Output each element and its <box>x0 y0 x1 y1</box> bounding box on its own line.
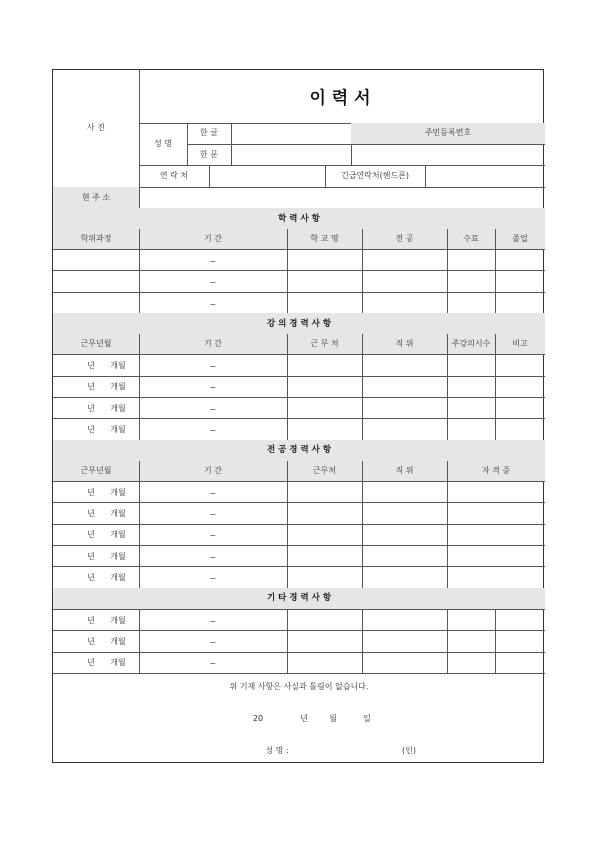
column-divider <box>447 461 448 481</box>
name-hanja-field[interactable] <box>231 144 351 165</box>
column-divider <box>139 481 140 502</box>
lecture-column-2: 근 무 처 <box>310 339 339 349</box>
column-divider <box>139 397 140 418</box>
major-row-4-col-3[interactable] <box>362 566 447 587</box>
major-row-1-col-4[interactable] <box>447 502 545 523</box>
signature-field[interactable] <box>293 741 393 761</box>
other-row-1-months: 개월 <box>110 636 126 646</box>
lecture-row-3-col-3[interactable] <box>362 418 447 439</box>
major-row-0-months: 개월 <box>110 487 126 497</box>
lecture-row-0-months: 개월 <box>110 360 126 370</box>
major-row-4-period: ~ <box>209 574 217 584</box>
other-row-2-divider <box>53 673 545 674</box>
major-column-4: 자 격 증 <box>481 465 511 475</box>
major-row-0-period: ~ <box>209 488 217 498</box>
other-row-2-period: ~ <box>209 659 217 669</box>
major-row-2-years: 년 <box>87 530 95 540</box>
lecture-row-2-col-3[interactable] <box>362 397 447 418</box>
other-row-2-col-4[interactable] <box>447 652 495 673</box>
education-column-1: 기 간 <box>204 234 222 243</box>
major-row-3-period: ~ <box>209 552 217 562</box>
column-divider <box>139 524 140 545</box>
photo-label: 사 진 <box>87 123 105 132</box>
contact-field[interactable] <box>209 165 325 187</box>
other-row-2-years: 년 <box>87 658 95 668</box>
major-column-3: 직 위 <box>395 465 414 475</box>
column-divider <box>447 229 448 249</box>
column-divider <box>139 292 140 313</box>
education-column-5: 졸업 <box>512 234 528 243</box>
hangul-label: 한 글 <box>200 128 218 137</box>
column-divider <box>139 418 140 439</box>
education-row-1-col-4[interactable] <box>447 270 495 291</box>
education-row-2-col-4[interactable] <box>447 292 495 313</box>
column-divider <box>325 165 326 187</box>
lecture-row-2-years: 년 <box>87 403 95 413</box>
lecture-column-4: 주강의시수 <box>451 339 491 349</box>
lecture-row-0-years: 년 <box>87 360 95 370</box>
lecture-row-1-period: ~ <box>209 383 217 393</box>
education-section-title: 학 력 사 항 <box>278 213 320 224</box>
major-row-2-col-3[interactable] <box>362 524 447 545</box>
education-row-2-col-3[interactable] <box>362 292 447 313</box>
lecture-row-0-col-3[interactable] <box>362 354 447 375</box>
major-row-1-col-3[interactable] <box>362 502 447 523</box>
lecture-column-5: 비고 <box>512 339 528 349</box>
education-row-2-col-2[interactable] <box>287 292 362 313</box>
seal-mark: (인) <box>402 746 416 755</box>
education-row-0-degree[interactable] <box>53 249 139 270</box>
emergency-contact-field[interactable] <box>425 165 545 187</box>
column-divider <box>362 229 363 249</box>
education-row-1-degree[interactable] <box>53 270 139 291</box>
photo-divider <box>139 70 140 187</box>
major-row-0-col-2[interactable] <box>287 481 362 502</box>
education-row-1-period: ~ <box>209 278 217 288</box>
lecture-row-1-col-3[interactable] <box>362 376 447 397</box>
major-column-2: 근무처 <box>312 465 337 475</box>
hanja-label: 한 문 <box>200 150 218 159</box>
other-row-1-period: ~ <box>209 637 217 647</box>
lecture-column-3: 직 위 <box>395 339 414 349</box>
education-row-0-col-4[interactable] <box>447 249 495 270</box>
column-divider <box>447 334 448 354</box>
rrn-field[interactable] <box>351 144 545 165</box>
education-column-4: 수료 <box>463 234 479 243</box>
lecture-row-1-col-2[interactable] <box>287 376 362 397</box>
column-divider <box>362 334 363 354</box>
lecture-row-0-col-4[interactable] <box>447 354 495 375</box>
major-row-0-years: 년 <box>87 487 95 497</box>
statement-text: 위 기재 사항은 사실과 틀림이 없습니다. <box>229 682 369 691</box>
lecture-row-3-col-4[interactable] <box>447 418 495 439</box>
education-row-0-col-5[interactable] <box>495 249 545 270</box>
major-column-0: 근무년월 <box>80 465 112 475</box>
major-row-3-years: 년 <box>87 551 95 561</box>
date-day-label: 일 <box>363 714 371 723</box>
date-year-label: 년 <box>300 714 308 723</box>
other-row-0-col-3[interactable] <box>362 609 447 630</box>
column-divider <box>362 461 363 481</box>
other-row-2-col-2[interactable] <box>287 652 362 673</box>
lecture-row-2-period: ~ <box>209 404 217 414</box>
signature-label: 성 명 : <box>265 746 289 755</box>
lecture-section-title: 강 의 경 력 사 항 <box>266 318 332 329</box>
major-row-3-col-3[interactable] <box>362 545 447 566</box>
education-row-1-col-5[interactable] <box>495 270 545 291</box>
major-row-3-months: 개월 <box>110 551 126 561</box>
education-row-0-col-2[interactable] <box>287 249 362 270</box>
major-row-2-col-2[interactable] <box>287 524 362 545</box>
major-row-1-period: ~ <box>209 509 217 519</box>
other-row-1-col-2[interactable] <box>287 630 362 651</box>
lecture-column-0: 근무년월 <box>80 339 112 349</box>
major-row-4-years: 년 <box>87 573 95 583</box>
education-row-0-col-3[interactable] <box>362 249 447 270</box>
major-row-1-col-2[interactable] <box>287 502 362 523</box>
lecture-row-1-years: 년 <box>87 382 95 392</box>
lecture-row-2-col-4[interactable] <box>447 397 495 418</box>
major-row-3-col-2[interactable] <box>287 545 362 566</box>
lecture-row-3-col-2[interactable] <box>287 418 362 439</box>
lecture-row-3-months: 개월 <box>110 425 126 435</box>
column-divider <box>139 566 140 587</box>
lecture-row-1-months: 개월 <box>110 382 126 392</box>
other-row-2-col-5[interactable] <box>495 652 545 673</box>
lecture-row-1-col-5[interactable] <box>495 376 545 397</box>
column-divider <box>187 123 188 165</box>
education-row-0-period: ~ <box>209 256 217 266</box>
column-divider <box>287 334 288 354</box>
page-title: 이 력 서 <box>309 88 371 109</box>
contact-label: 연 락 처 <box>159 171 189 180</box>
education-row-2-period: ~ <box>209 299 217 309</box>
other-section-title: 기 타 경 력 사 항 <box>266 593 332 604</box>
emergency-contact-label: 긴급연락처(핸드폰) <box>340 171 410 180</box>
column-divider <box>139 249 140 270</box>
other-row-0-col-4[interactable] <box>447 609 495 630</box>
column-divider <box>139 229 140 249</box>
other-row-0-col-2[interactable] <box>287 609 362 630</box>
education-row-1-col-3[interactable] <box>362 270 447 291</box>
lecture-row-3-period: ~ <box>209 426 217 436</box>
education-column-0: 학위과정 <box>80 234 112 243</box>
major-column-header-band <box>53 461 545 481</box>
column-divider <box>495 229 496 249</box>
other-row-1-col-5[interactable] <box>495 630 545 651</box>
other-row-0-years: 년 <box>87 615 95 625</box>
rrn-label: 주민등록번호 <box>424 128 472 137</box>
column-divider <box>139 502 140 523</box>
education-row-2-degree[interactable] <box>53 292 139 313</box>
major-row-2-months: 개월 <box>110 530 126 540</box>
lecture-row-3-col-5[interactable] <box>495 418 545 439</box>
other-row-2-col-3[interactable] <box>362 652 447 673</box>
lecture-row-3-years: 년 <box>87 425 95 435</box>
major-row-4-months: 개월 <box>110 573 126 583</box>
lecture-column-1: 기 간 <box>204 339 222 349</box>
name-label: 성 명 <box>154 139 172 148</box>
education-row-2-col-5[interactable] <box>495 292 545 313</box>
column-divider <box>495 334 496 354</box>
major-row-2-col-4[interactable] <box>447 524 545 545</box>
column-divider <box>287 229 288 249</box>
major-row-4-col-4[interactable] <box>447 566 545 587</box>
major-row-0-col-3[interactable] <box>362 481 447 502</box>
education-row-1-col-2[interactable] <box>287 270 362 291</box>
other-row-0-months: 개월 <box>110 615 126 625</box>
lecture-row-0-period: ~ <box>209 361 217 371</box>
column-divider <box>287 461 288 481</box>
column-divider <box>139 376 140 397</box>
major-row-2-period: ~ <box>209 531 217 541</box>
major-row-4-col-2[interactable] <box>287 566 362 587</box>
address-label: 현 주 소 <box>81 193 111 202</box>
column-divider <box>139 609 140 630</box>
column-divider <box>139 652 140 673</box>
address-field[interactable] <box>139 187 545 208</box>
other-row-0-period: ~ <box>209 616 217 626</box>
major-row-1-years: 년 <box>87 508 95 518</box>
column-divider <box>139 354 140 375</box>
date-prefix: 20 <box>252 714 264 723</box>
major-row-3-col-4[interactable] <box>447 545 545 566</box>
date-month-label: 월 <box>329 714 337 723</box>
major-row-0-col-4[interactable] <box>447 481 545 502</box>
major-row-1-months: 개월 <box>110 508 126 518</box>
lecture-row-2-col-2[interactable] <box>287 397 362 418</box>
resume-form <box>52 69 544 763</box>
education-column-3: 전 공 <box>395 234 414 243</box>
other-row-2-months: 개월 <box>110 658 126 668</box>
other-row-0-col-5[interactable] <box>495 609 545 630</box>
column-divider <box>139 334 140 354</box>
other-row-1-col-4[interactable] <box>447 630 495 651</box>
name-hangul-field[interactable] <box>231 123 351 144</box>
major-section-title: 전 공 경 력 사 항 <box>266 445 332 456</box>
other-row-1-years: 년 <box>87 636 95 646</box>
column-divider <box>139 630 140 651</box>
column-divider <box>139 545 140 566</box>
column-divider <box>139 270 140 291</box>
lecture-row-2-col-5[interactable] <box>495 397 545 418</box>
lecture-row-1-col-4[interactable] <box>447 376 495 397</box>
education-column-2: 학 교 명 <box>310 234 339 243</box>
lecture-row-2-months: 개월 <box>110 403 126 413</box>
lecture-row-0-col-2[interactable] <box>287 354 362 375</box>
lecture-row-0-col-5[interactable] <box>495 354 545 375</box>
other-row-1-col-3[interactable] <box>362 630 447 651</box>
major-column-1: 기 간 <box>204 465 222 475</box>
column-divider <box>139 461 140 481</box>
